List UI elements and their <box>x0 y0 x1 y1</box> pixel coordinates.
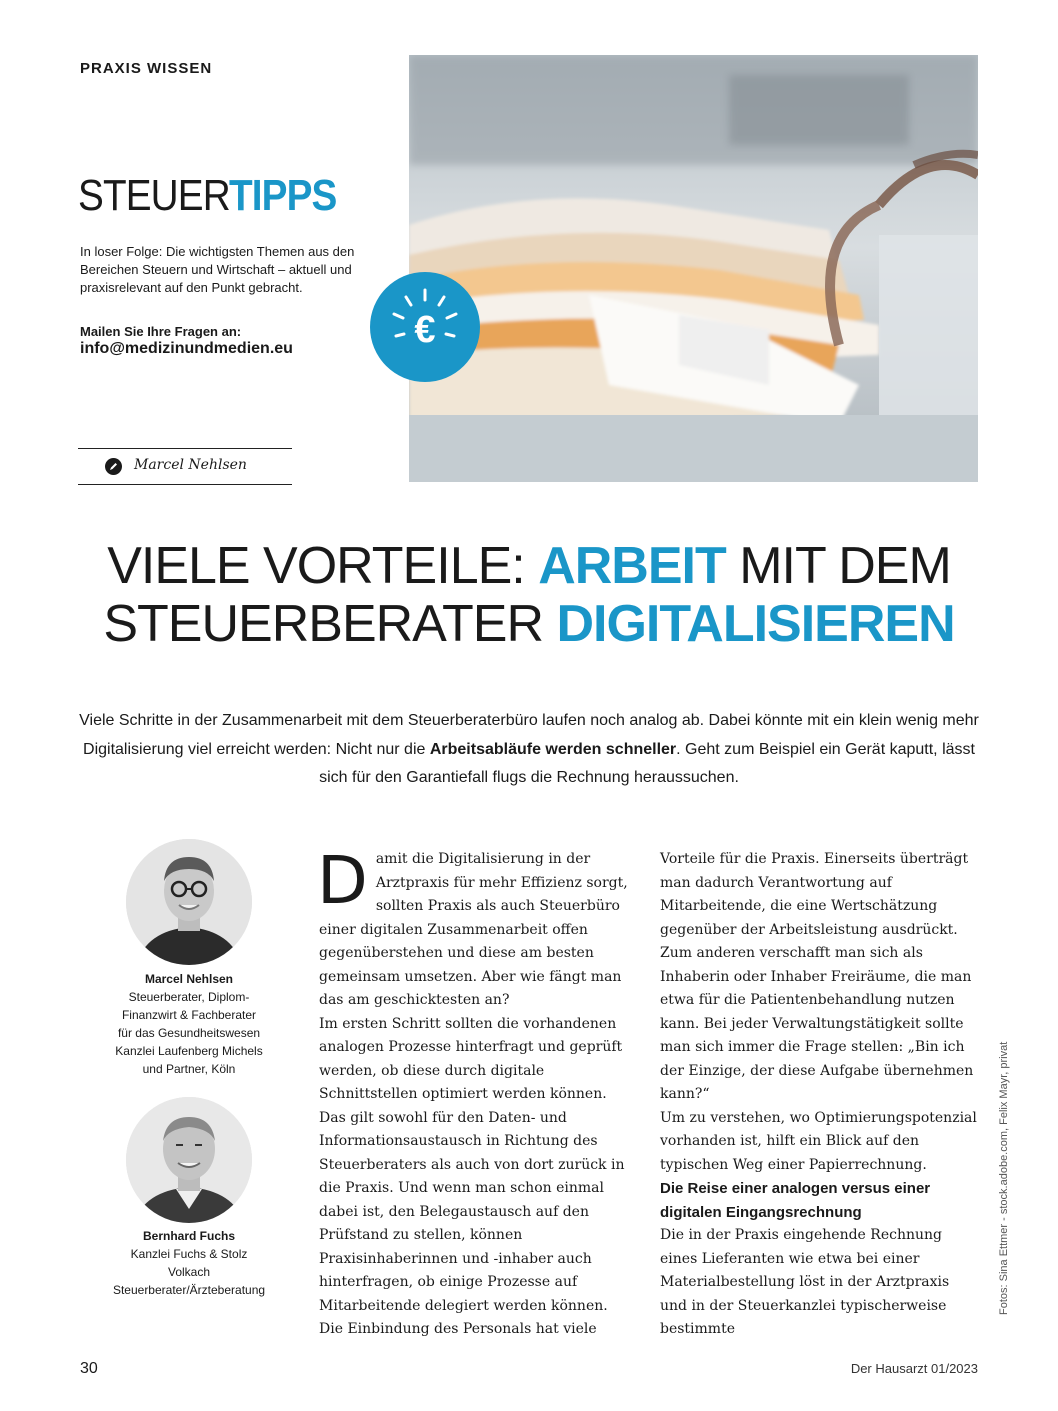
expert-photo-bernhard-fuchs <box>126 1097 252 1223</box>
body-paragraph: Die in der Praxis eingehende Rechnung eines Lieferanten wie etwa bei einer Materialbestellung löst in der Arztpraxis und in der Steuerkanzlei typischerweise bestimmte <box>660 1227 950 1337</box>
section-label: PRAXIS WISSEN <box>80 60 213 77</box>
article-column-2 <box>660 848 978 1342</box>
article-headline <box>0 537 1058 653</box>
series-title-bold: TIPPS <box>229 171 337 220</box>
dropcap: D <box>317 842 368 919</box>
mail-address-link[interactable]: info@medizinundmedien.eu <box>80 340 293 357</box>
expert-photo-marcel-nehlsen <box>126 839 252 965</box>
euro-badge-icon <box>370 272 480 382</box>
body-paragraph: Damit die Digitalisierung in der Arztpraxis für mehr Effizienz sorgt, sollten Praxis als auch Steuerbüro einer digitalen Zusammenarbeit offen gegenüberstehen und diese am besten gemeinsam umsetzen. Aber wie fängt man das am geschicktesten an? <box>317 842 628 1008</box>
body-paragraph: Vorteile für die Praxis. Einerseits überträgt man dadurch Verantwortung auf Mitarbeitende, die eine Wertschätzung gegenüber der Arbeitsleistung ausdrückt. Zum anderen verschafft man sich als Inhaberin oder Inhaber Freiräume, die man etwa für die Patientenbehandlung nutzen kann. Bei jeder Verwaltungstätigkeit sollte man sich immer die Frage stellen: „Bin ich der Einzige, der diese Aufgabe übernehmen kann?“ <box>660 851 974 1102</box>
series-title-light: STEUER <box>78 171 230 220</box>
photo-credit: Fotos: Sina Ettmer - stock.adobe.com, Felix Mayr, privat <box>998 1041 1010 1315</box>
headline-line-1: VIELE VORTEILE: ARBEIT MIT DEM <box>107 537 951 595</box>
expert-name: Bernhard Fuchs <box>142 1229 235 1243</box>
mail-label: Mailen Sie Ihre Fragen an: <box>80 324 242 339</box>
section-subheading: Die Reise einer analogen versus einer digitalen Eingangsrechnung <box>660 1180 931 1221</box>
body-paragraph: Im ersten Schritt sollten die vorhandenen analogen Prozesse hinterfragt und geprüft werden, ob diese durch digitale Schnittstellen optimiert werden können. Das gilt sowohl für den Daten- und Informationsaustausch in Richtung des Steuerberaters als auch von dort zurück in die Praxis. Und wenn man schon einmal dabei ist, den Belegaustausch auf den Prüfstand zu stellen, können Praxisinhaberinnen und -inhaber auch hinterfragen, ob einige Prozesse auf Mitarbeitende delegiert werden können. <box>319 1015 625 1314</box>
author-byline <box>78 448 292 485</box>
hero-image-paper-stack <box>409 55 978 482</box>
expert-name: Marcel Nehlsen <box>144 972 234 986</box>
lead-bold-phrase: Arbeitsabläufe werden schneller <box>429 740 677 758</box>
euro-symbol: € <box>414 309 436 351</box>
expert-bio: Bernhard Fuchs Kanzlei Fuchs & Stolz Volkach Steuerberater/Ärzteberatung <box>89 1227 289 1299</box>
series-title <box>78 168 352 224</box>
expert-bio: Marcel Nehlsen Steuerberater, Diplom- Finanzwirt & Fachberater für das Gesundheitswesen Kanzlei Laufenberg Michels und Partner, Köln <box>89 970 289 1078</box>
body-paragraph: Um zu verstehen, wo Optimierungspotenzial vorhanden ist, hilft ein Blick auf den typischen Weg einer Papierrechnung. <box>660 1109 977 1173</box>
article-column-1 <box>317 842 629 1342</box>
page-number: 30 <box>80 1360 98 1377</box>
headline-line-2: STEUERBERATER DIGITALISIEREN <box>103 595 955 653</box>
journal-issue: Der Hausarzt 01/2023 <box>850 1361 978 1376</box>
lead-paragraph: Viele Schritte in der Zusammenarbeit mit dem Steuerberaterbüro laufen noch analog ab. Dabei könnte mit ein klein wenig mehr Digitalisierung viel erreicht werden: Nicht nur die Arbeitsabläufe werden schneller. Geht zum Beispiel ein Gerät kaputt, lässt sich für den Garantiefall flugs die Rechnung heraussuchen. <box>79 712 979 786</box>
body-paragraph: Die Einbindung des Personals hat viele <box>319 1321 597 1337</box>
pen-icon <box>105 458 122 475</box>
series-intro: In loser Folge: Die wichtigsten Themen aus den Bereichen Steuern und Wirtschaft – aktuell und praxisrelevant auf den Punkt gebracht. <box>80 244 355 295</box>
author-name: Marcel Nehlsen <box>134 457 247 473</box>
